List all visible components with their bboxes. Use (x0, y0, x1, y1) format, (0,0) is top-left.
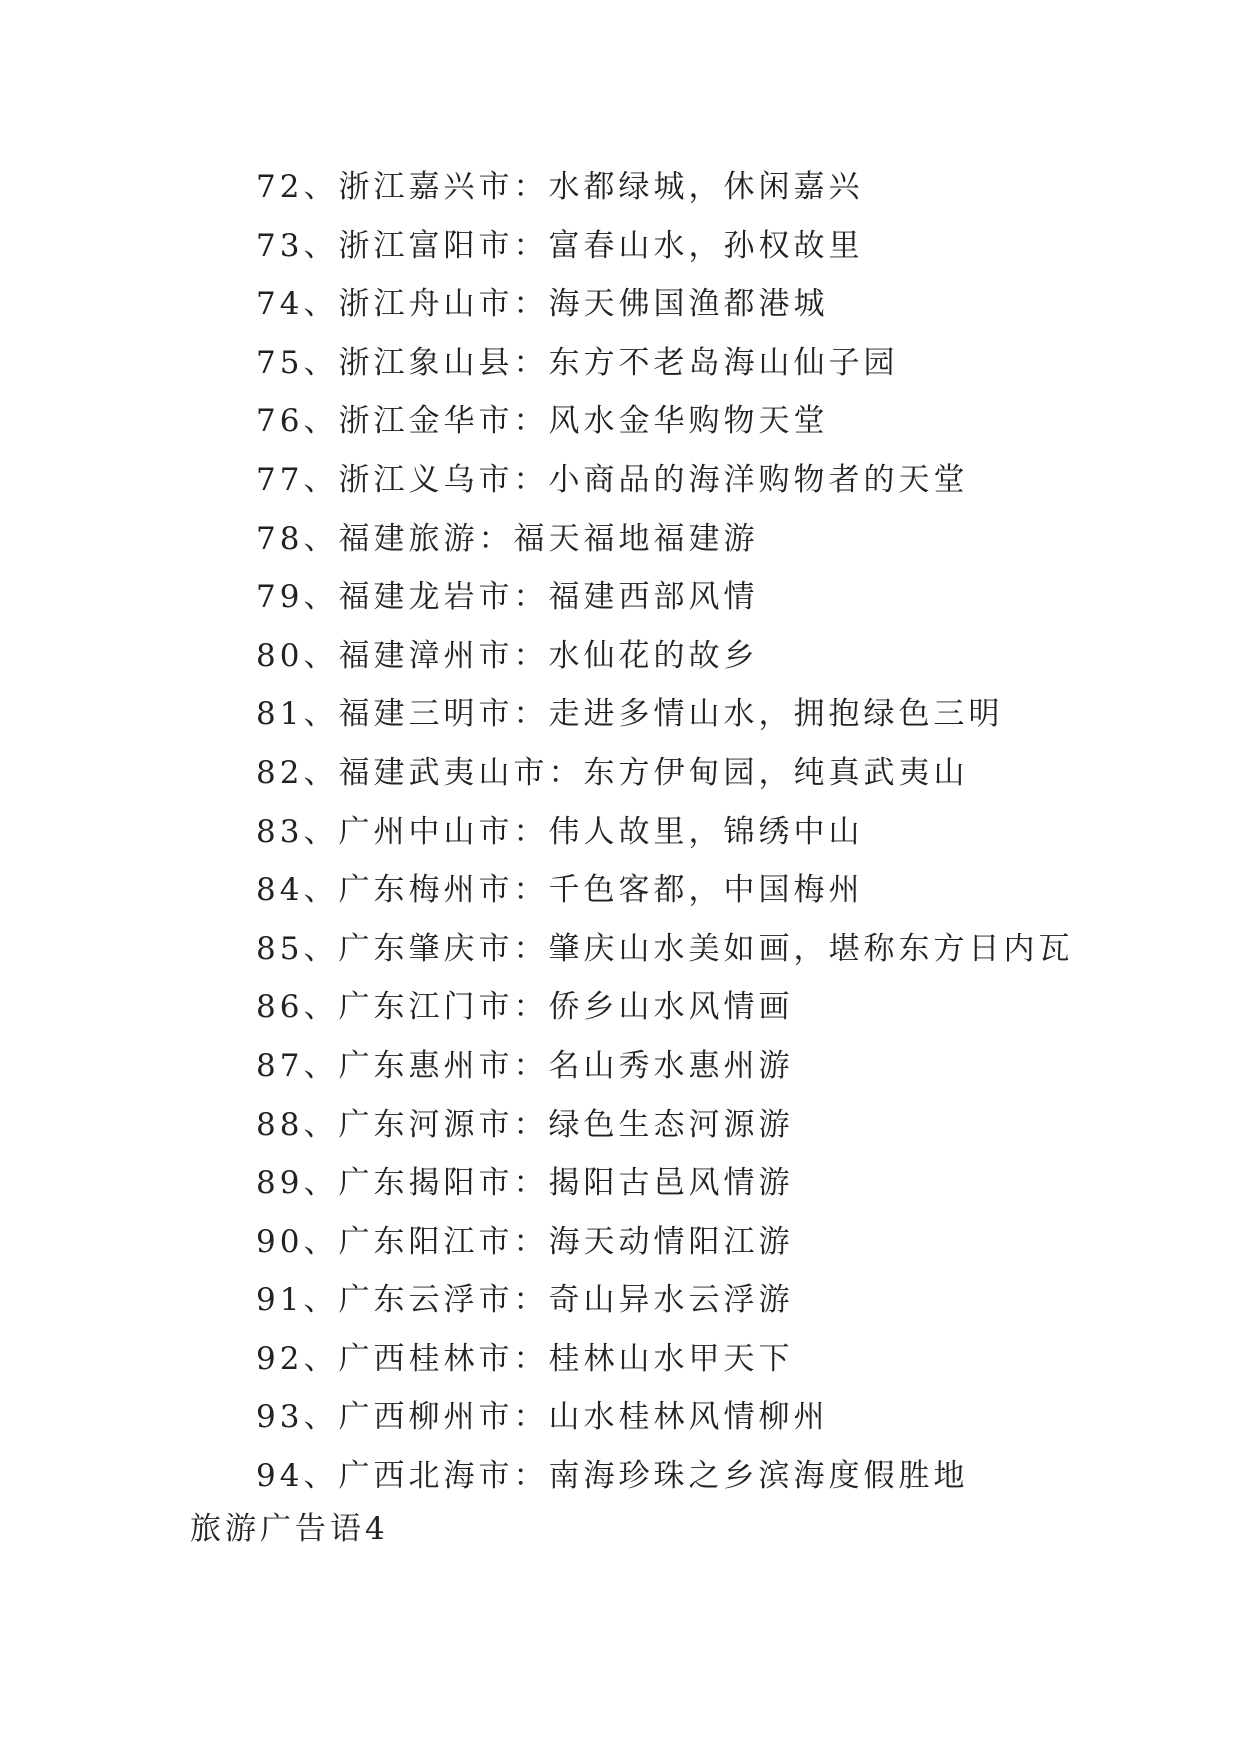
section-title: 旅游广告语4 (190, 1511, 389, 1547)
slogan-line-76: 76、浙江金华市：风水金华购物天堂 (256, 403, 829, 440)
slogan-line-87: 87、广东惠州市：名山秀水惠州游 (256, 1047, 794, 1084)
slogan-line-83: 83、广州中山市：伟人故里，锦绣中山 (256, 813, 864, 850)
slogan-line-73: 73、浙江富阳市：富春山水，孙权故里 (256, 227, 864, 264)
slogan-line-85: 85、广东肇庆市：肇庆山水美如画，堪称东方日内瓦 (256, 930, 1074, 967)
slogan-list (256, 158, 1073, 1506)
slogan-line-93: 93、广西柳州市：山水桂林风情柳州 (256, 1399, 829, 1436)
slogan-line-79: 79、福建龙岩市：福建西部风情 (256, 579, 759, 616)
slogan-line-81: 81、福建三明市：走进多情山水，拥抱绿色三明 (256, 696, 1004, 733)
slogan-line-92: 92、广西桂林市：桂林山水甲天下 (256, 1340, 794, 1377)
slogan-line-90: 90、广东阳江市：海天动情阳江游 (256, 1223, 794, 1260)
slogan-line-72: 72、浙江嘉兴市：水都绿城，休闲嘉兴 (256, 169, 864, 205)
slogan-line-91: 91、广东云浮市：奇山异水云浮游 (256, 1282, 794, 1319)
slogan-line-74: 74、浙江舟山市：海天佛国渔都港城 (256, 286, 829, 323)
slogan-line-80: 80、福建漳州市：水仙花的故乡 (256, 637, 759, 674)
slogan-line-88: 88、广东河源市：绿色生态河源游 (256, 1106, 794, 1143)
slogan-line-78: 78、福建旅游：福天福地福建游 (256, 520, 759, 557)
slogan-line-77: 77、浙江义乌市：小商品的海洋购物者的天堂 (256, 461, 969, 498)
slogan-line-94: 94、广西北海市：南海珍珠之乡滨海度假胜地 (256, 1458, 969, 1495)
slogan-line-86: 86、广东江门市：侨乡山水风情画 (256, 989, 794, 1026)
slogan-line-82: 82、福建武夷山市：东方伊甸园，纯真武夷山 (256, 754, 969, 791)
slogan-line-75: 75、浙江象山县：东方不老岛海山仙子园 (256, 344, 899, 381)
slogan-line-84: 84、广东梅州市：千色客都，中国梅州 (256, 872, 864, 909)
slogan-line-89: 89、广东揭阳市：揭阳古邑风情游 (256, 1165, 794, 1202)
